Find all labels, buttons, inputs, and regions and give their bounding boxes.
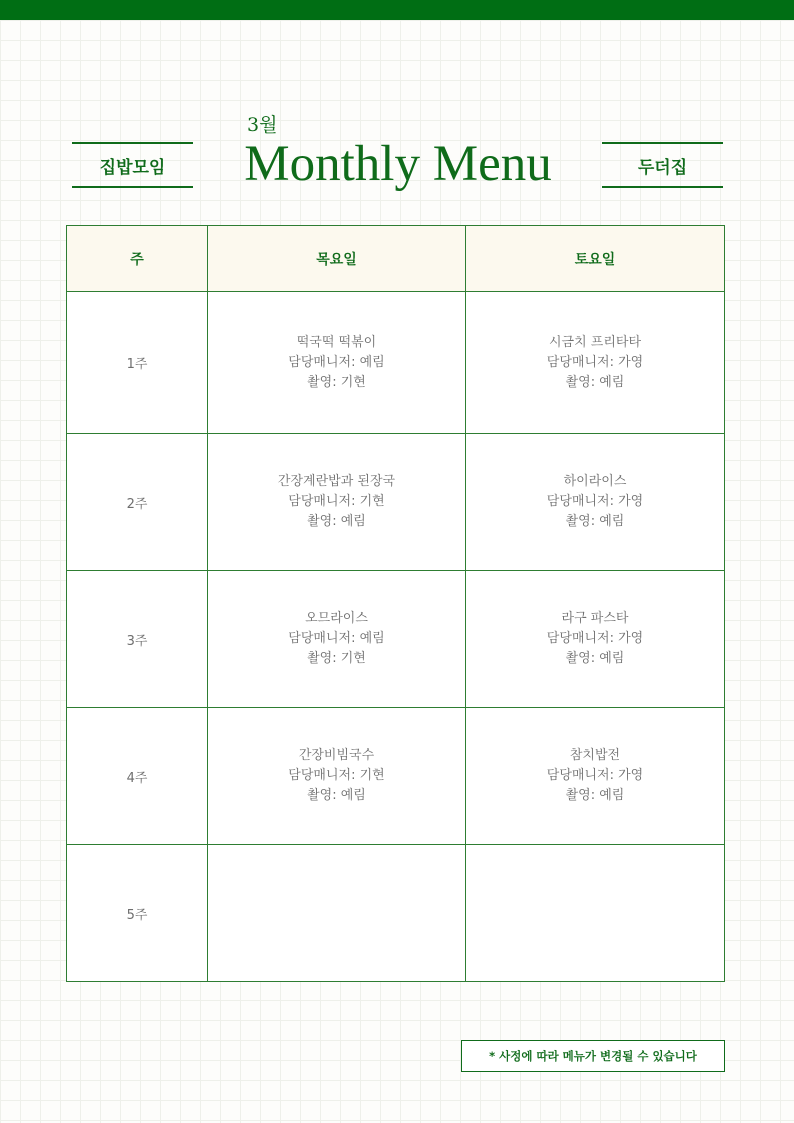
menu-manager: 담당매니저: 가영 [546,631,644,646]
column-header-saturday: 토요일 [466,226,725,292]
monthly-menu-table [66,225,725,982]
menu-item-name: 하이라이스 [563,474,627,489]
menu-change-notice: * 사정에 따라 메뉴가 변경될 수 있습니다 [461,1040,725,1072]
menu-manager: 담당매니저: 가영 [546,354,644,370]
menu-item-name: 간장비빔국수 [298,748,375,763]
thursday-menu-cell [208,845,466,982]
menu-filming: 촬영: 기현 [307,651,366,666]
saturday-menu-cell [466,845,725,982]
menu-manager: 담당매니저: 예림 [288,354,385,370]
menu-manager: 담당매니저: 가영 [546,494,644,509]
group-name-tag [72,142,193,188]
menu-filming: 촬영: 예림 [565,651,625,666]
column-header-thursday: 목요일 [208,226,466,292]
thursday-menu-cell [208,571,466,708]
week-cell: 4주 [67,708,208,845]
thursday-menu-cell [208,708,466,845]
week-cell: 2주 [67,434,208,571]
menu-filming: 촬영: 기현 [307,374,366,390]
menu-item-name: 라구 파스타 [561,611,629,626]
top-accent-bar [0,0,794,20]
menu-manager: 담당매니저: 예림 [288,631,385,646]
menu-manager: 담당매니저: 기현 [288,768,385,783]
thursday-menu-cell [208,434,466,571]
menu-filming: 촬영: 예림 [565,788,625,803]
table-row [67,434,725,571]
saturday-menu-cell [466,434,725,571]
week-cell: 5주 [67,845,208,982]
host-name-label: 두더집 [637,157,688,178]
month-label: 3월 [247,114,278,136]
table-row [67,845,725,982]
menu-filming: 촬영: 예림 [307,788,366,803]
menu-item-name: 시금치 프리타타 [548,334,642,350]
column-header-week: 주 [67,226,208,292]
saturday-menu-cell [466,708,725,845]
thursday-menu-cell [208,292,466,434]
group-name-label: 집밥모임 [99,157,166,178]
saturday-menu-cell [466,571,725,708]
menu-item-name: 오므라이스 [305,611,368,626]
menu-filming: 촬영: 예림 [565,374,625,390]
table-row [67,292,725,434]
menu-filming: 촬영: 예림 [307,514,366,529]
saturday-menu-cell [466,292,725,434]
host-name-tag [602,142,723,188]
week-cell: 1주 [67,292,208,434]
menu-manager: 담당매니저: 기현 [288,494,385,509]
table-row [67,571,725,708]
menu-item-name: 참치밥전 [569,748,621,763]
menu-filming: 촬영: 예림 [565,514,625,529]
menu-item-name: 간장계란밥과 된장국 [277,474,396,489]
table-header-row [67,226,725,292]
page-title: Monthly Menu [244,136,552,192]
week-cell: 3주 [67,571,208,708]
table-row [67,708,725,845]
menu-manager: 담당매니저: 가영 [546,768,644,783]
menu-item-name: 떡국떡 떡볶이 [296,334,377,350]
